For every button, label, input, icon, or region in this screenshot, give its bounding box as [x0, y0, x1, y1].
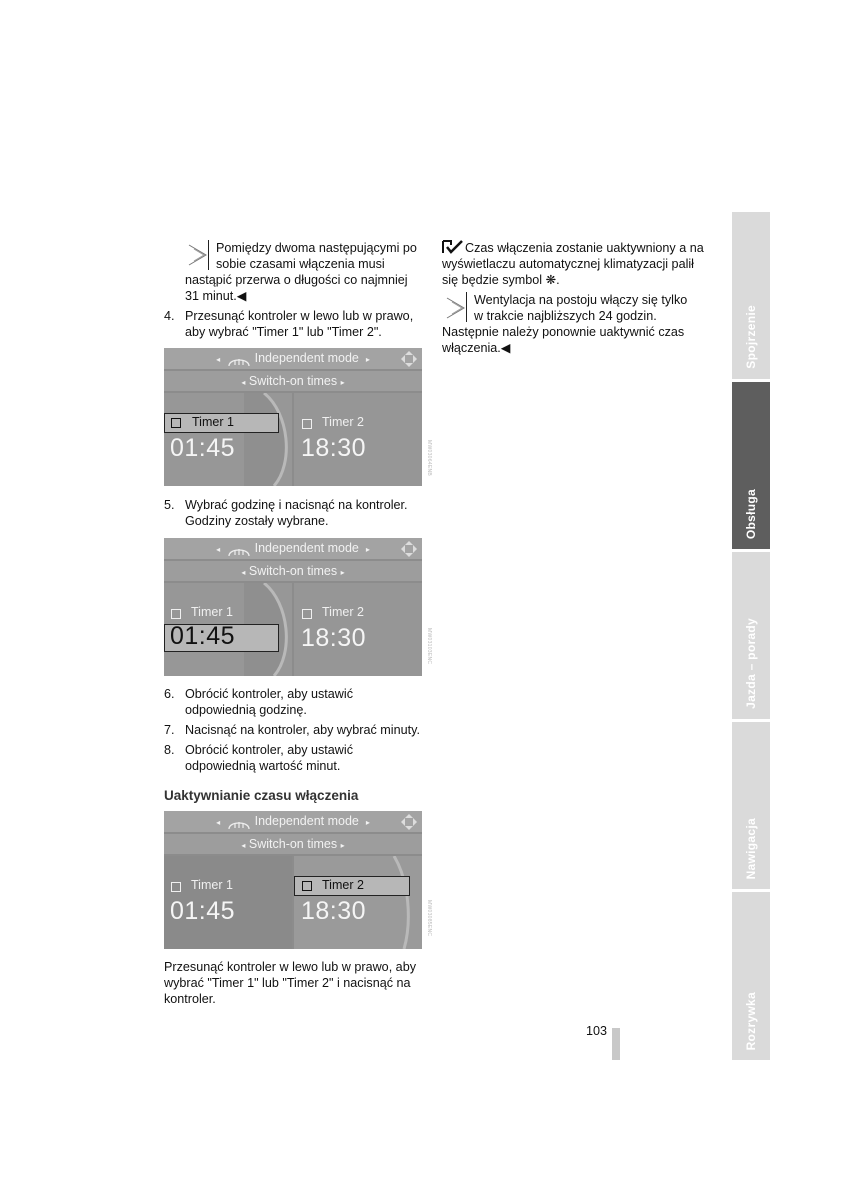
tab-label: Nawigacja [744, 817, 758, 879]
note-divider [208, 240, 209, 270]
checkbox-icon [302, 419, 312, 429]
nav-arrows-icon [400, 813, 418, 831]
step4-line-2: aby wybrać "Timer 1" lub "Timer 2". [185, 325, 382, 339]
step4-number: 4. [164, 309, 175, 323]
timer2-label[interactable]: Timer 2 [322, 878, 364, 892]
timer2-label[interactable]: Timer 2 [322, 415, 364, 429]
timer1-label[interactable]: Timer 1 [191, 878, 233, 892]
submenu-label: Switch-on times [248, 837, 338, 851]
mode-bar [164, 538, 422, 559]
check-icon [442, 240, 464, 254]
selection-frame [164, 624, 279, 652]
submenu-bar [164, 371, 422, 391]
climate-icon [227, 816, 251, 828]
checkbox-icon [302, 881, 312, 891]
nav-arrows-icon [400, 350, 418, 368]
idrive-screen-2 [164, 538, 422, 676]
climate-icon [227, 353, 251, 365]
final-line-1: Przesunąć kontroler w lewo lub w prawo, aby [164, 960, 416, 974]
note2-line-1: Wentylacja na postoju włączy się tylko [474, 293, 688, 307]
final-line-3: kontroler. [164, 992, 216, 1006]
nav-arrows-icon [400, 540, 418, 558]
note1-line-3: nastąpić przerwa o długości co najmniej [185, 273, 408, 287]
tab-label: Jazda – porady [744, 618, 758, 709]
submenu-label: Switch-on times [248, 374, 338, 388]
note-divider [466, 292, 467, 322]
note1-line-1: Pomiędzy dwoma następującymi po [216, 241, 417, 255]
timer2-time[interactable]: 18:30 [301, 434, 367, 462]
submenu-row: ◂ Switch-on times ▸ [241, 564, 345, 578]
mode-label: Independent mode [254, 814, 359, 828]
after-line-2: włączenia.◀ [442, 341, 511, 355]
step5-line-1: Wybrać godzinę i nacisnąć na kontroler. [185, 498, 408, 512]
mode-bar [164, 811, 422, 832]
timer2-time[interactable]: 18:30 [301, 624, 367, 652]
step5-line-2: Godziny zostały wybrane. [185, 514, 329, 528]
tab-label: Spojrzenie [744, 305, 758, 369]
step4-line-1: Przesunąć kontroler w lewo lub w prawo, [185, 309, 414, 323]
climate-icon [227, 543, 251, 555]
selection-frame [294, 876, 410, 896]
mode-row: ◂ Independent mode ▸ [216, 351, 370, 365]
timer1-label[interactable]: Timer 1 [191, 605, 233, 619]
step6-number: 6. [164, 687, 175, 701]
step7-number: 7. [164, 723, 175, 737]
submenu-row: ◂ Switch-on times ▸ [241, 837, 345, 851]
timer1-time[interactable]: 01:45 [170, 434, 236, 462]
dial-arc [364, 856, 422, 949]
check-line-3: się będzie symbol ❋. [442, 273, 560, 287]
figure-code: MW03085ENC [426, 900, 432, 937]
note2-line-2: w trakcie najbliższych 24 godzin. [474, 309, 657, 323]
step8-line-1: Obrócić kontroler, aby ustawić [185, 743, 353, 757]
mode-label: Independent mode [254, 351, 359, 365]
page-marker [612, 1028, 620, 1060]
mode-row: ◂ Independent mode ▸ [216, 814, 370, 828]
step5-number: 5. [164, 498, 175, 512]
mode-label: Independent mode [254, 541, 359, 555]
figure-code: MW03064ENB [426, 440, 432, 477]
tab-nawigacja[interactable] [732, 722, 770, 889]
step6-line-2: odpowiednią godzinę. [185, 703, 307, 717]
mode-row: ◂ Independent mode ▸ [216, 541, 370, 555]
checkbox-icon [171, 418, 181, 428]
step6-line-1: Obrócić kontroler, aby ustawić [185, 687, 353, 701]
timer2-label[interactable]: Timer 2 [322, 605, 364, 619]
tab-jazda-porady[interactable] [732, 552, 770, 719]
check-line-2: wyświetlaczu automatycznej klimatyzacji palił [442, 257, 694, 271]
checkbox-icon [171, 882, 181, 892]
mode-bar [164, 348, 422, 369]
after-line-1: Następnie należy ponownie uaktywnić czas [442, 325, 685, 339]
checkbox-icon [302, 609, 312, 619]
final-line-2: wybrać "Timer 1" lub "Timer 2" i nacisnąć na [164, 976, 411, 990]
page-number: 103 [586, 1024, 608, 1038]
step7-line-1: Nacisnąć na kontroler, aby wybrać minuty. [185, 723, 420, 737]
tab-label: Rozrywka [744, 991, 758, 1050]
timer2-time[interactable]: 18:30 [301, 897, 367, 925]
selection-frame [164, 413, 279, 433]
idrive-screen-1 [164, 348, 422, 486]
step8-line-2: odpowiednią wartość minut. [185, 759, 341, 773]
timer1-time[interactable]: 01:45 [170, 622, 236, 650]
section-heading: Uaktywnianie czasu włączenia [164, 788, 359, 803]
check-line-1: Czas włączenia zostanie uaktywniony a na [465, 241, 704, 255]
step8-number: 8. [164, 743, 175, 757]
submenu-bar [164, 834, 422, 854]
submenu-row: ◂ Switch-on times ▸ [241, 374, 345, 388]
submenu-bar [164, 561, 422, 581]
note1-line-4: 31 minut.◀ [185, 289, 247, 303]
figure-code: MW03103ENC [426, 628, 432, 665]
submenu-label: Switch-on times [248, 564, 338, 578]
idrive-screen-3 [164, 811, 422, 949]
timer1-label[interactable]: Timer 1 [192, 415, 234, 429]
timer1-time[interactable]: 01:45 [170, 897, 236, 925]
checkbox-icon [171, 609, 181, 619]
tab-rozrywka[interactable] [732, 892, 770, 1060]
tab-obsluga[interactable] [732, 382, 770, 549]
tab-spojrzenie[interactable] [732, 212, 770, 379]
note1-line-2: sobie czasami włączenia musi [216, 257, 385, 271]
tab-label: Obsługa [744, 488, 758, 539]
